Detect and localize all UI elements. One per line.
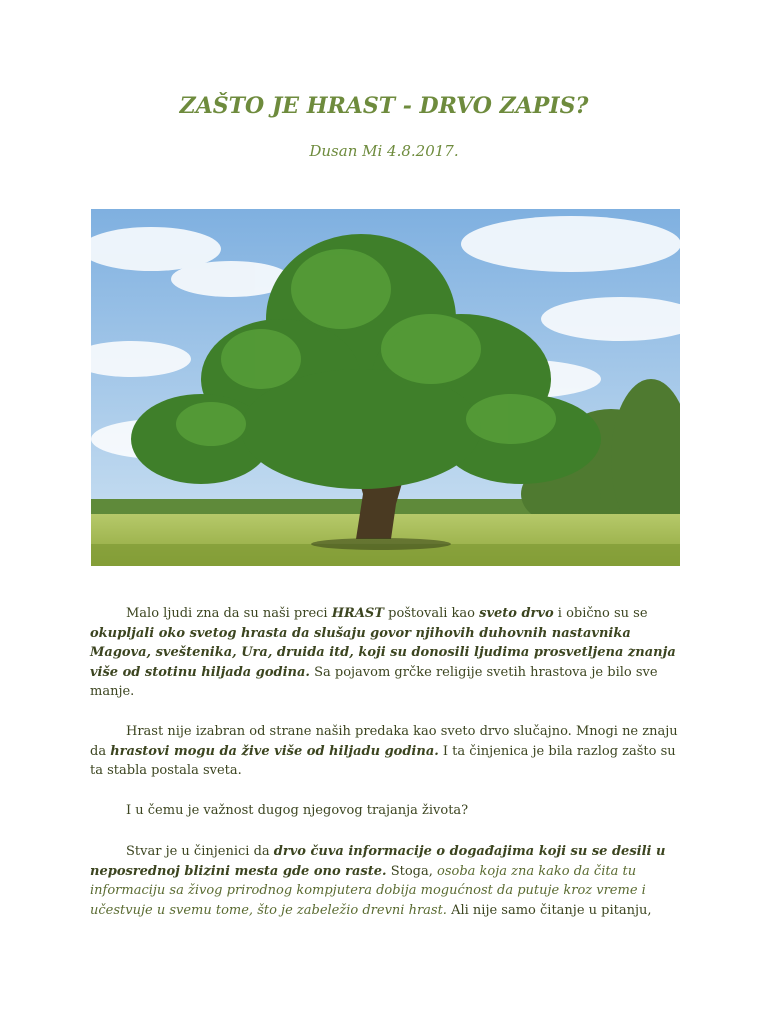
paragraph-1-segment: okupljali oko svetog hrasta da slušaju govor njihovih duhovnih nastavnika Magova, sveštenika, Ura, druida itd, koji su donosili ljudima prosvetljena znanja više od stotinu hiljada godina. [90, 625, 676, 680]
paragraph-4-segment: drvo čuva informacije o događajima koji su se desili u neposrednoj blizini mesta gde ono raste. [90, 844, 666, 879]
paragraph-1-segment: i obično su se [553, 606, 648, 621]
paragraph-3 [90, 801, 680, 821]
paragraph-3-segment: I u čemu je važnost dugog njegovog trajanja života? [126, 803, 469, 818]
paragraph-4-segment: Stvar je u činjenici da [126, 844, 274, 859]
paragraph-1-segment: Malo ljudi zna da su naši preci [126, 606, 332, 621]
paragraph-2 [90, 722, 680, 781]
paragraph-4-segment: osoba koja zna kako da čita tu informaciju sa živog prirodnog kompjutera dobija mogućnost da putuje kroz vreme i učestvuje u svemu tome, što je zabeležio drevni hrast. [90, 863, 646, 918]
paragraph-2-segment: hrastovi mogu da žive više od hiljadu godina. [110, 743, 439, 759]
paragraph-1-segment: poštovali kao [383, 606, 480, 621]
paragraph-1-segment: sveto drvo [479, 606, 554, 621]
paragraph-4 [90, 842, 680, 920]
paragraph-2-text [90, 722, 680, 781]
document-title: ZAŠTO JE HRAST - DRVO ZAPIS? [179, 93, 589, 119]
author-date-line: Dusan Mi 4.8.2017. [309, 142, 459, 160]
paragraph-4-text [90, 842, 680, 920]
paragraph-2-segment: Hrast nije izabran od strane naših predaka kao sveto drvo slučajno. Mnogi ne znaju da [90, 724, 678, 759]
oak-tree-photo [91, 209, 680, 566]
paragraph-1 [90, 604, 680, 702]
paragraph-1-segment: HRAST [331, 606, 384, 621]
paragraph-1-text [90, 604, 680, 702]
paragraph-4-segment: Ali nije samo čitanje u pitanju, [446, 902, 652, 918]
paragraph-4-segment: Stoga, [386, 863, 437, 879]
paragraph-3-text [90, 801, 680, 821]
paragraph-2-segment: I ta činjenica je bila razlog zašto su ta stabla postala sveta. [90, 743, 676, 778]
paragraph-1-segment: Sa pojavom grčke religije svetih hrastova je bilo sve manje. [90, 664, 658, 699]
